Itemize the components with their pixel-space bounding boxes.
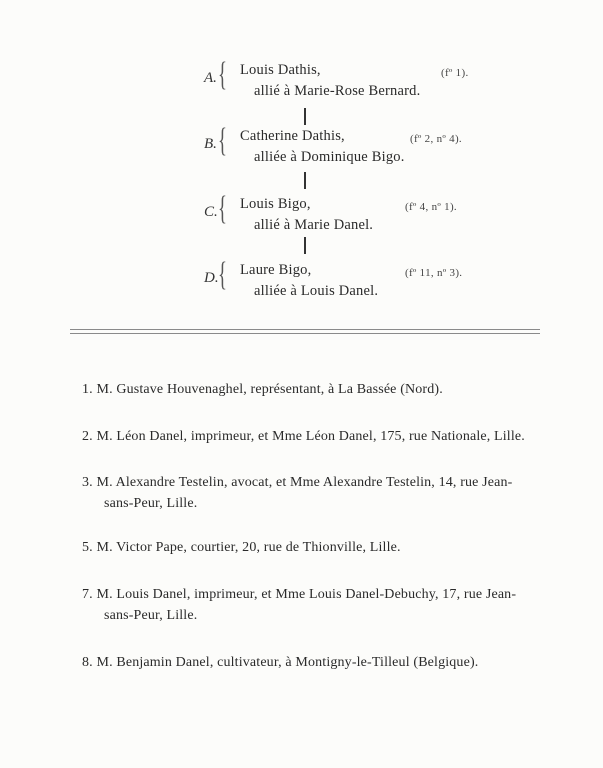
item-text: M. Benjamin Danel, cultivateur, à Montigny-le-Tilleul (Belgique). [96,655,479,670]
person-name: Laure Bigo, [240,262,312,278]
item-text: M. Louis Danel, imprimeur, et Mme Louis Danel-Debuchy, 17, rue Jean- [96,587,517,602]
item-text: M. Alexandre Testelin, avocat, et Mme Alexandre Testelin, 14, rue Jean- [96,475,513,490]
person-name: Catherine Dathis, [240,128,345,144]
list-item [82,379,542,400]
lineage-connector [304,172,306,189]
list-item [82,426,542,447]
brace-icon: { [218,190,227,227]
list-item [82,472,542,514]
spouse-line: allié à Marie Danel. [254,217,374,233]
generation-letter: A. [204,70,217,86]
genealogy-entry-a [0,56,603,114]
lineage-connector [304,108,306,125]
brace-icon: { [218,56,227,93]
spouse-line: alliée à Louis Danel. [254,283,379,299]
item-text: M. Gustave Houvenaghel, représentant, à La Bassée (Nord). [96,382,443,397]
item-text: M. Léon Danel, imprimeur, et Mme Léon Danel, 175, rue Nationale, Lille. [96,429,525,444]
generation-letter: B. [204,136,217,152]
item-text-continuation: sans-Peur, Lille. [104,608,198,623]
genealogy-entry-c [0,190,603,248]
item-text: M. Victor Pape, courtier, 20, rue de Thionville, Lille. [96,540,401,555]
list-item [82,537,542,558]
divider-rule [70,333,540,334]
list-item [82,652,542,673]
divider-rule [70,329,540,330]
item-text-continuation: sans-Peur, Lille. [104,496,198,511]
item-number: 2. [82,429,93,444]
folio-reference: (fº 4, nº 1). [405,201,457,213]
lineage-connector [304,237,306,254]
person-name: Louis Dathis, [240,62,321,78]
folio-reference: (fº 1). [441,67,469,79]
folio-reference: (fº 2, nº 4). [410,133,462,145]
item-number: 7. [82,587,93,602]
brace-icon: { [218,122,227,159]
spouse-line: alliée à Dominique Bigo. [254,149,405,165]
folio-reference: (fº 11, nº 3). [405,267,463,279]
generation-letter: D. [204,270,219,286]
item-number: 3. [82,475,93,490]
list-item [82,584,542,626]
item-number: 5. [82,540,93,555]
person-name: Louis Bigo, [240,196,311,212]
generation-letter: C. [204,204,218,220]
brace-icon: { [218,256,227,293]
item-number: 8. [82,655,93,670]
spouse-line: allié à Marie-Rose Bernard. [254,83,421,99]
item-number: 1. [82,382,93,397]
genealogy-entry-d [0,256,603,314]
genealogy-entry-b [0,122,603,180]
